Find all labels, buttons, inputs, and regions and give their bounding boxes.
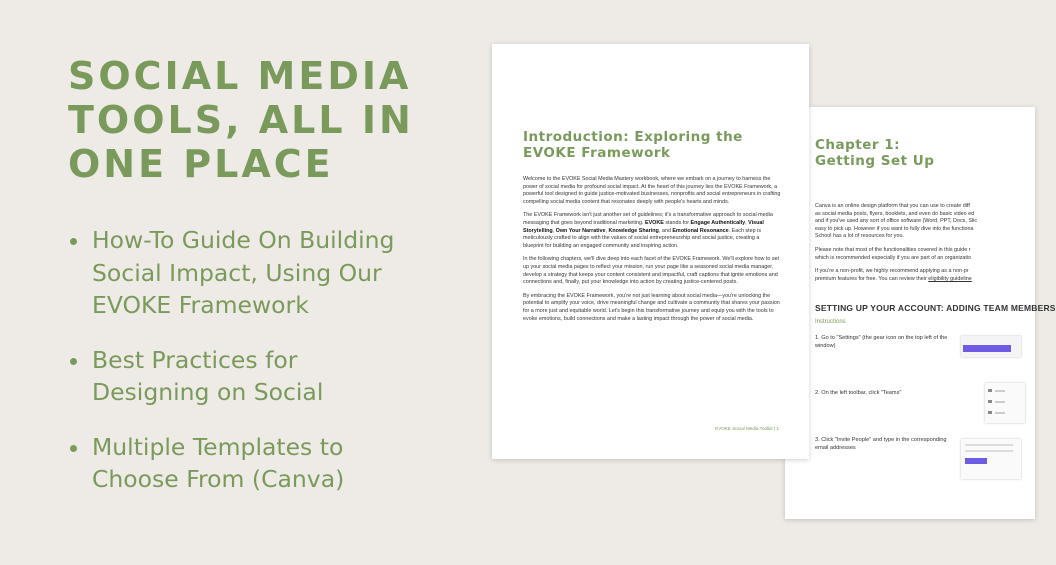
invite-button [965,458,987,464]
feature-text: How-To Guide On Building Social Impact, Using Our EVOKE Framework [92,226,395,319]
toolbar-row [988,411,1018,414]
feature-list [68,224,448,518]
feature-item [68,224,448,322]
feature-item [68,431,448,496]
instruction-step: 1. Go to "Settings" (the gear icon on the top left of the window) [815,335,948,349]
invite-line [965,444,1013,446]
chapter-paragraph: Please note that most of the functionalities covered in this guide r which is recommended especially if you are part of an organizatio [815,246,972,261]
intro-paragraph: Welcome to the EVOKE Social Media Mastery workbook, where we embark on a journey to harness the power of social media for profound social impact. At the heart of this journey lies the EVOKE Framework, a powerful tool designed to guide justice-motivated businesses, nonprofits and social entrepreneurs in crafting compelling social media content that resonates deeply with people's hearts and minds. [523,176,781,205]
teams-screenshot [985,383,1025,423]
invite-line [965,450,1013,452]
chapter-body [815,203,1045,289]
intro-page-preview [492,44,809,459]
chapter-paragraph: If you're a non-profit, we highly recommend applying as a non-pr premium features for free. You can review their eligibility guideline [815,268,972,282]
intro-body [523,176,781,329]
intro-title: Introduction: Exploring the EVOKE Framework [523,129,743,161]
invite-screenshot [961,439,1021,479]
bullet-dot-icon [70,445,77,452]
bullet-dot-icon [70,238,77,245]
feature-text: Multiple Templates to Choose From (Canva) [92,432,345,493]
chapter-title: Chapter 1: Getting Set Up [815,137,935,169]
intro-paragraph: The EVOKE Framework isn't just another set of guidelines; it's a transformative approach to social media messaging that goes beyond traditional marketing. EVOKE stands for Engage Authentically, Visual Storytelling, Own Your Narrative, Knowledge Sharing, and Emotional Resonance. Each step is meticulously crafted to align with the values of social entrepreneurship and social justice, creating a blueprint for building an engaged community and inspiring action. [523,212,773,249]
headline: SOCIAL MEDIA TOOLS, ALL IN ONE PLACE [68,54,414,186]
feature-item [68,344,448,409]
toolbar-row [988,389,1018,392]
bullet-dot-icon [70,358,77,365]
section-subheading: Instructions [815,319,846,325]
toolbar-row [988,400,1018,403]
settings-bar [963,345,1011,352]
intro-paragraph: By embracing the EVOKE Framework, you're not just learning about social media—you're unlocking the potential to amplify your voice, drive meaningful change and cultivate a community that shares your passion for a more just and equitable world. Let's begin this transformative journey and equip you with the tools to evoke emotions, build connections and make a lasting impact through the power of social media. [523,292,780,322]
page-footer: EVOKE Social Media Toolkit | 1 [715,426,779,431]
feature-text: Best Practices for Designing on Social [92,345,324,406]
chapter-paragraph: Canva is an online design platform that you can use to create diff as social media posts, flyers, booklets, and even do basic video ed and if you've used any sort of office software (Word, PPT, Docs, Slic easy to pick up. However if you want to fully dive into the functiona School has a lot of resources for you. [815,203,978,240]
intro-paragraph: In the following chapters, we'll dive deep into each facet of the EVOKE Framework. We'll explore how to set up your social media pages to reflect your mission, run your page like a seasoned social media manager, develop a strategy that keeps your content consistent and impactful, craft captions that ignite emotions and connections and, finally, put your knowledge into action by creating justice-centered posts. [523,256,780,286]
eligibility-link[interactable]: eligibility guideline [928,275,972,282]
instruction-step: 3. Click "Invite People" and type in the corresponding email addresses [815,437,947,451]
settings-screenshot [961,336,1021,357]
section-heading: SETTING UP YOUR ACCOUNT: ADDING TEAM MEMBERS [815,303,1056,313]
instruction-step: 2. On the left toolbar, click "Teams" [815,390,902,396]
chapter-page-preview [785,107,1056,519]
